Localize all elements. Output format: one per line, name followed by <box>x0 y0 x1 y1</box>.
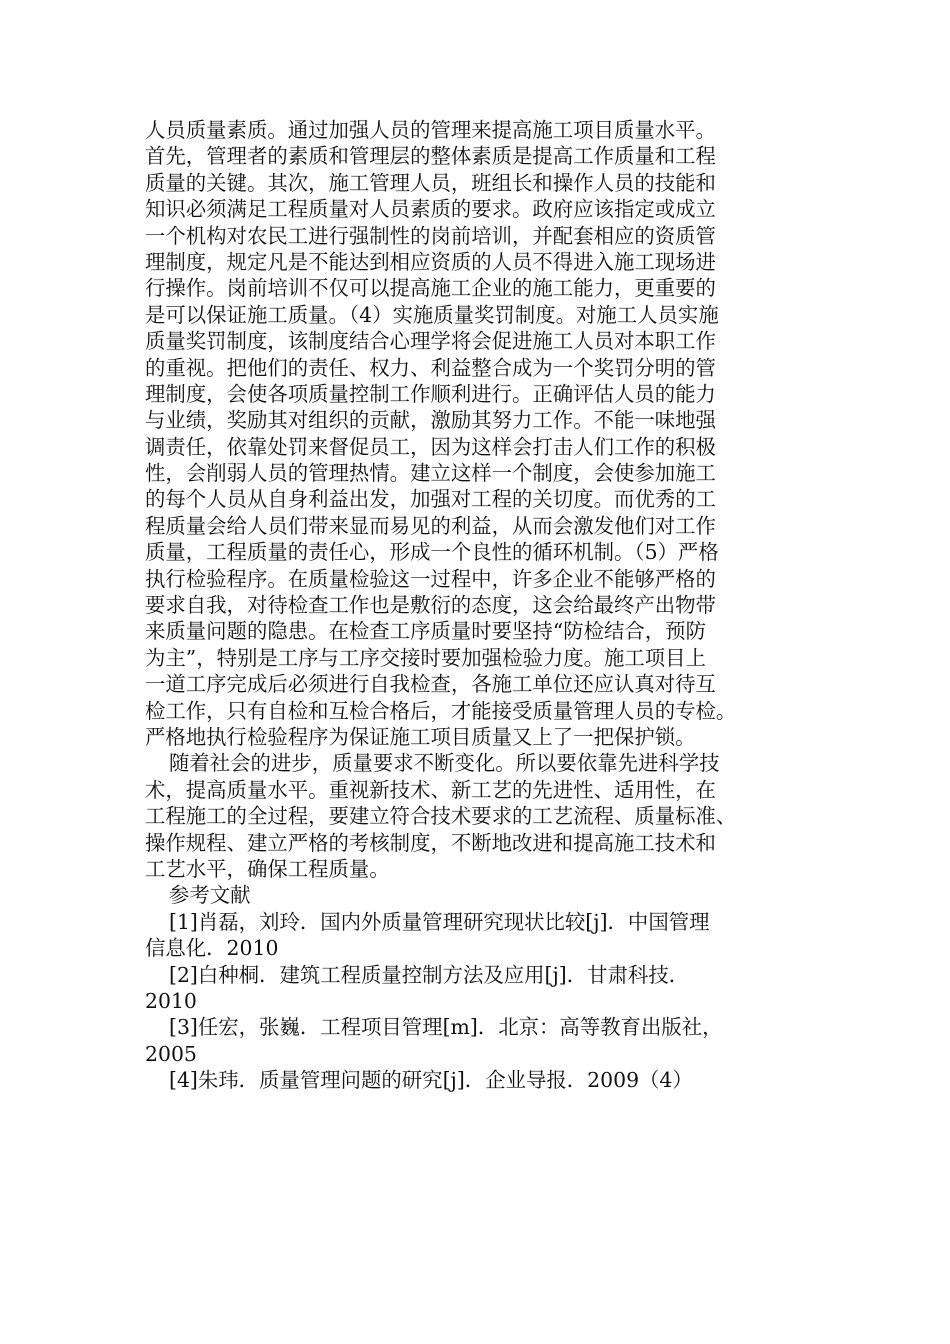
text-line: 的重视。把他们的责任、权力、利益整合成为一个奖罚分明的管 <box>145 355 716 380</box>
text-line: 执行检验程序。在质量检验这一过程中，许多企业不能够严格的 <box>145 566 716 591</box>
text-line: 为主”，特别是工序与工序交接时要加强检验力度。施工项目上 <box>145 645 706 670</box>
reference-text: [3]任宏，张巍．工程项目管理[m]．北京：高等教育出版社， <box>169 1015 723 1040</box>
text-line: 操作规程、建立严格的考核制度，不断地改进和提高施工技术和 <box>145 830 716 855</box>
text-line: 与业绩，奖励其对组织的贡献，激励其努力工作。不能一味地强 <box>145 408 716 433</box>
text-line: 程质量会给人员们带来显而易见的利益，从而会激发他们对工作 <box>145 513 716 538</box>
text-line: 首先，管理者的素质和管理层的整体素质是提高工作质量和工程 <box>145 144 716 169</box>
document-body <box>145 117 805 1093</box>
text-line: 严格地执行检验程序为保证施工项目质量又上了一把保护锁。 <box>145 724 696 749</box>
references-section <box>145 882 805 1093</box>
paragraph-quality-management <box>145 117 805 750</box>
text-line: 性，会削弱人员的管理热情。建立这样一个制度，会使参加施工 <box>145 461 716 486</box>
references-heading: 参考文献 <box>169 883 251 908</box>
reference-item <box>145 1067 805 1093</box>
text-line: 理制度，会使各项质量控制工作顺利进行。正确评估人员的能力 <box>145 381 716 406</box>
text-line: 行操作。岗前培训不仅可以提高施工企业的施工能力，更重要的 <box>145 276 716 301</box>
text-line: 要求自我，对待检查工作也是敷衍的态度，这会给最终产出物带 <box>145 593 716 618</box>
text-line: 一个机构对农民工进行强制性的岗前培训，并配套相应的资质管 <box>145 223 716 248</box>
text-line: 随着社会的进步，质量要求不断变化。所以要依靠先进科学技 <box>169 751 720 776</box>
reference-text: 2005 <box>145 1041 197 1066</box>
text-line: 工程施工的全过程，要建立符合技术要求的工艺流程、质量标准、 <box>145 804 737 829</box>
text-line: 质量，工程质量的责任心，形成一个良性的循环机制。（5）严格 <box>145 540 719 565</box>
reference-text: [4]朱玮．质量管理问题的研究[j]．企业导报．2009（4） <box>169 1068 693 1093</box>
reference-item <box>145 962 805 1015</box>
reference-text: 信息化．2010 <box>145 936 279 961</box>
reference-item <box>145 909 805 962</box>
reference-text: [2]白种桐．建筑工程质量控制方法及应用[j]．甘肃科技． <box>169 962 690 987</box>
text-line: 检工作，只有自检和互检合格后，才能接受质量管理人员的专检。 <box>145 698 737 723</box>
text-line: 是可以保证施工质量。（4）实施质量奖罚制度。对施工人员实施 <box>145 302 719 327</box>
text-line: 调责任，依靠处罚来督促员工，因为这样会打击人们工作的积极 <box>145 434 716 459</box>
text-line: 术，提高质量水平。重视新技术、新工艺的先进性、适用性，在 <box>145 777 716 802</box>
text-line: 的每个人员从自身利益出发，加强对工程的关切度。而优秀的工 <box>145 487 716 512</box>
text-line: 工艺水平，确保工程质量。 <box>145 856 390 881</box>
reference-item <box>145 1014 805 1067</box>
reference-text: 2010 <box>145 988 197 1013</box>
text-line: 质量奖罚制度，该制度结合心理学将会促进施工人员对本职工作 <box>145 329 716 354</box>
text-line: 质量的关键。其次，施工管理人员，班组长和操作人员的技能和 <box>145 170 716 195</box>
paragraph-technology <box>145 750 805 882</box>
text-line: 知识必须满足工程质量对人员素质的要求。政府应该指定或成立 <box>145 197 716 222</box>
reference-text: [1]肖磊，刘玲．国内外质量管理研究现状比较[j]．中国管理 <box>169 909 710 934</box>
text-line: 来质量问题的隐患。在检查工序质量时要坚持“防检结合，预防 <box>145 619 706 644</box>
text-line: 理制度，规定凡是不能达到相应资质的人员不得进入施工现场进 <box>145 249 716 274</box>
text-line: 人员质量素质。通过加强人员的管理来提高施工项目质量水平。 <box>145 118 716 142</box>
text-line: 一道工序完成后必须进行自我检查，各施工单位还应认真对待互 <box>145 672 716 697</box>
